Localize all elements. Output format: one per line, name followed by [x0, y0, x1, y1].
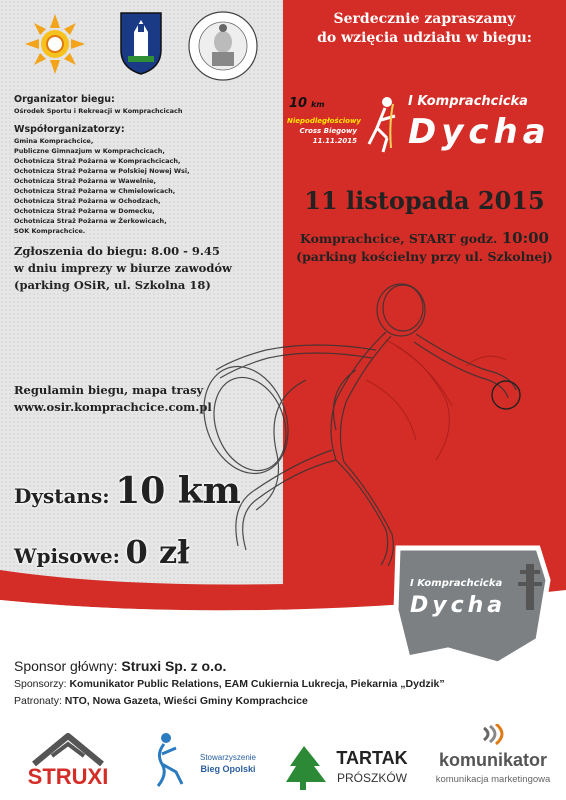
- invitation-text: [283, 10, 566, 48]
- coorganizers-label: Współorganizatorzy:: [14, 124, 125, 135]
- race-subtitle: [287, 116, 361, 146]
- patrons-list: NTO, Nowa Gazeta, Wieści Gminy Komprachcice: [64, 695, 308, 707]
- coorganizer-item: Ochotnicza Straż Pożarna w Komprachcicach,: [14, 157, 181, 165]
- coorganizer-item: Ochotnicza Straż Pożarna w Ochodzach,: [14, 197, 161, 205]
- race-subtitle-3: 11.11.2015: [312, 137, 357, 145]
- registration-line-3: (parking OSiR, ul. Szkolna 18): [14, 278, 211, 292]
- organizer-name: Ośrodek Sportu i Rekreacji w Komprachcicach: [14, 107, 183, 115]
- sponsors-line: [14, 676, 554, 693]
- fee-value: 0 zł: [125, 533, 190, 571]
- race-subtitle-2: Cross Biegowy: [299, 127, 357, 135]
- bieg-line-1: Stowarzyszenie: [199, 753, 257, 762]
- race-badge: [388, 540, 558, 670]
- invite-line-2: do wzięcia udziału w biegu:: [317, 30, 532, 46]
- kom-line-2: komunikacja marketingowa: [435, 774, 551, 785]
- main-sponsor-label: Sponsor główny:: [14, 658, 118, 674]
- bieg-line-2: Bieg Opolski: [200, 764, 256, 774]
- fee-label: Wpisowe:: [14, 544, 120, 568]
- sponsors-block: [14, 656, 554, 710]
- start-time: 10:00: [501, 229, 549, 247]
- coorganizer-item: Gmina Komprachcice,: [14, 137, 94, 145]
- main-sponsor-name: Struxi Sp. z o.o.: [121, 658, 227, 674]
- distance-value: 10 km: [115, 470, 241, 512]
- entry-fee: [14, 533, 189, 571]
- rules-url[interactable]: www.osir.komprachcice.com.pl: [14, 400, 212, 414]
- race-logo: [283, 90, 566, 170]
- sponsors-label: Sponsorzy:: [14, 678, 67, 690]
- race-distance-unit: km: [310, 100, 325, 109]
- coorganizer-item: Ochotnicza Straż Pożarna w Chmielowicach,: [14, 187, 176, 195]
- bieg-opolski-logo: [148, 730, 268, 792]
- distance-label: Dystans:: [14, 484, 110, 508]
- registration-line-2: w dniu imprezy w biurze zawodów: [14, 261, 232, 275]
- patrons-line: [14, 693, 554, 710]
- coorganizer-item: Ochotnicza Straż Pożarna w Domecku,: [14, 207, 155, 215]
- patrons-label: Patronaty:: [14, 695, 62, 707]
- badge-name: Dycha: [410, 593, 507, 618]
- rules-line-1: Regulamin biegu, mapa trasy: [14, 383, 204, 397]
- struxi-logo: [14, 730, 122, 790]
- struxi-text: STRUXI: [27, 764, 109, 789]
- gmina-crest-logo: [118, 10, 164, 76]
- tartak-line-1: TARTAK: [336, 748, 408, 768]
- invite-line-1: Serdecznie zapraszamy: [333, 11, 516, 27]
- race-distance: [289, 96, 325, 111]
- school-logo: [178, 6, 268, 86]
- runner-wheat-icon: [363, 94, 403, 156]
- race-subtitle-1: Niepodległościowy: [287, 117, 361, 125]
- coorganizer-item: Publiczne Gimnazjum w Komprachcicach,: [14, 147, 165, 155]
- event-date: 11 listopada 2015: [304, 186, 545, 215]
- start-place: Komprachcice, START godz.: [300, 231, 498, 246]
- osir-sun-logo: [12, 8, 98, 80]
- organizer-label: Organizator biegu:: [14, 94, 115, 105]
- race-title: I Komprachcicka: [408, 94, 528, 109]
- organizer-block: [14, 94, 276, 236]
- tartak-logo: [286, 740, 414, 792]
- race-distance-number: 10: [289, 96, 308, 111]
- tartak-line-2: PRÓSZKÓW: [336, 771, 408, 785]
- sponsors-list: Komunikator Public Relations, EAM Cukiernia Lukrecja, Piekarnia „Dydzik”: [69, 678, 445, 690]
- runner-sketch-illustration: [186, 250, 536, 570]
- race-name: Dycha: [408, 112, 551, 152]
- coorganizer-item: Ochotnicza Straż Pożarna w Żerkowicach,: [14, 217, 167, 225]
- coorganizer-item: Ochotnicza Straż Pożarna w Polskiej Nowej Wsi,: [14, 167, 190, 175]
- badge-title: I Komprachcicka: [410, 578, 503, 589]
- distance: [14, 470, 241, 512]
- main-sponsor: [14, 656, 554, 676]
- komunikator-logo: [426, 724, 560, 790]
- start-parking: (parking kościelny przy ul. Szkolnej): [296, 249, 553, 264]
- coorganizer-item: SOK Komprachcice.: [14, 227, 86, 235]
- kom-line-1: komunikator: [438, 750, 548, 770]
- rules-block: [14, 382, 212, 416]
- registration-line-1: Zgłoszenia do biegu: 8.00 - 9.45: [14, 244, 220, 258]
- coorganizer-item: Ochotnicza Straż Pożarna w Wawelnie,: [14, 177, 156, 185]
